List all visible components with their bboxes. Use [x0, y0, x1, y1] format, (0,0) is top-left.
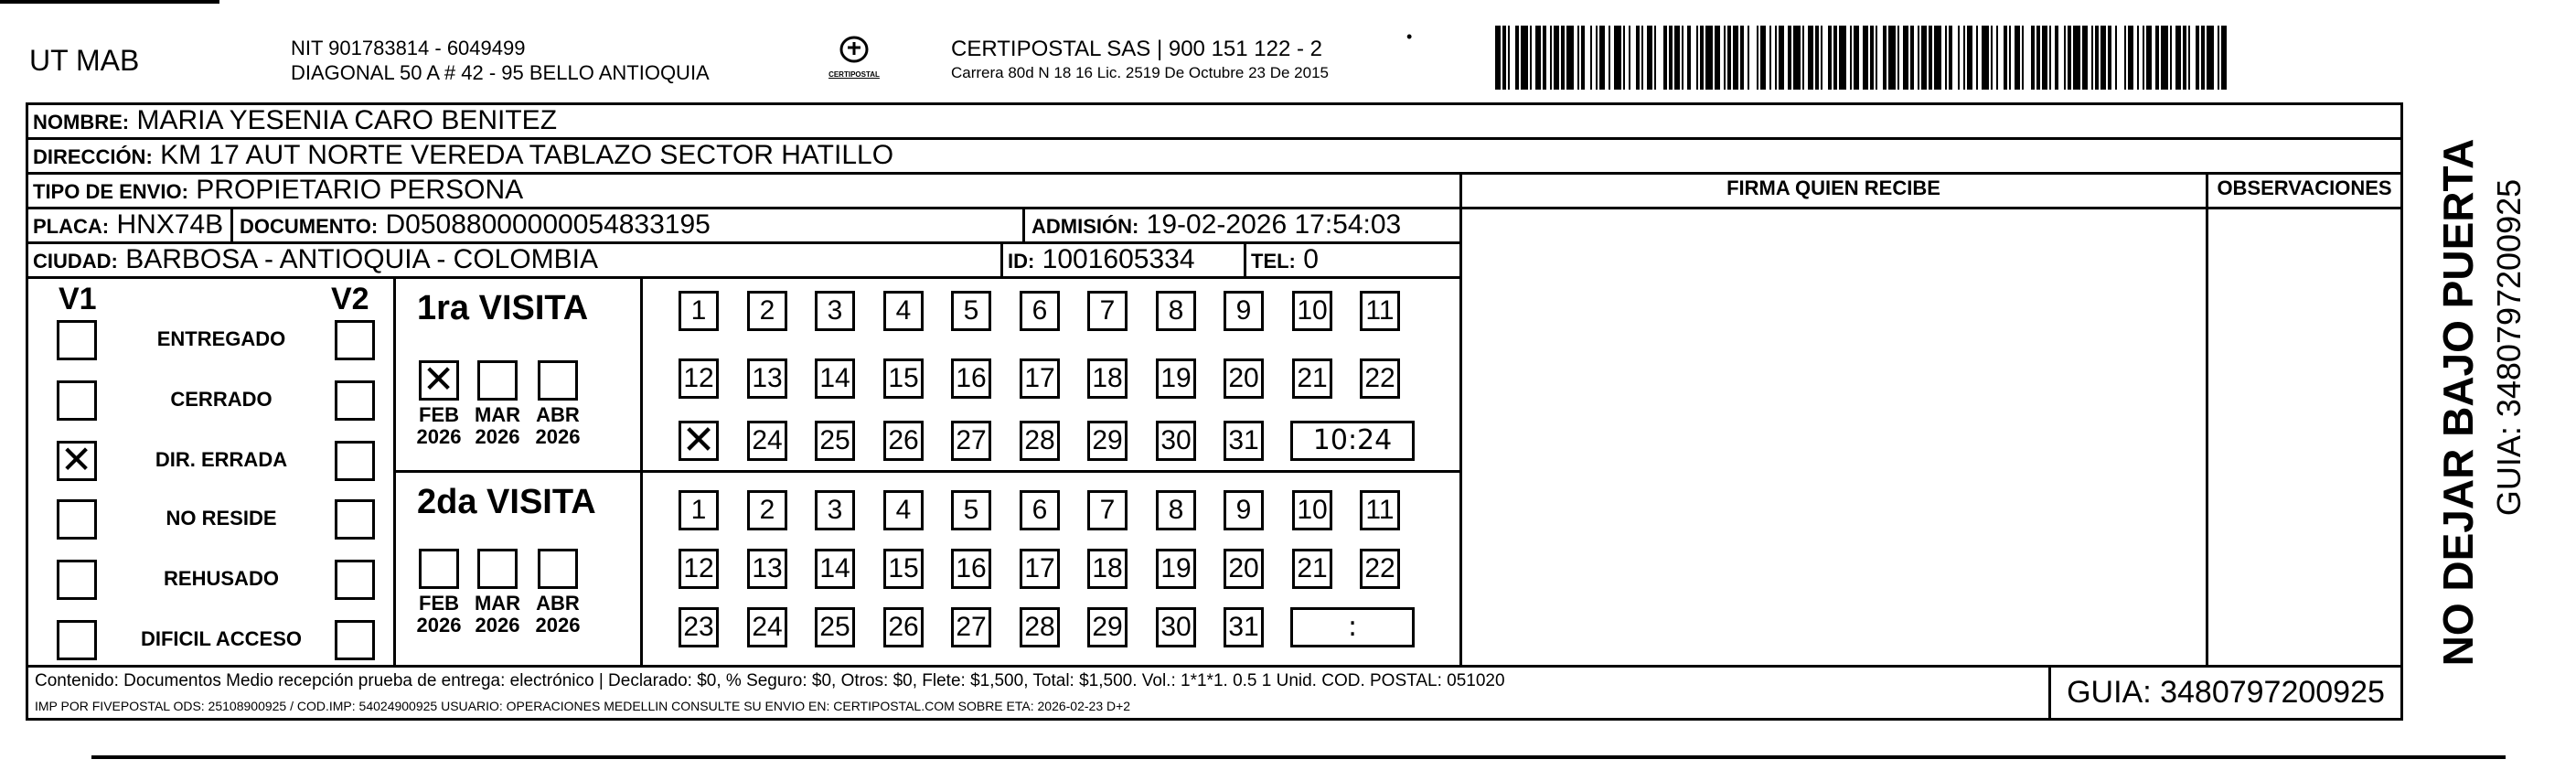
- barcode-bar: [1724, 26, 1726, 90]
- placa-field: [33, 209, 223, 243]
- day-box-2[interactable]: 2: [747, 490, 787, 530]
- day-box-21[interactable]: 21: [1292, 358, 1332, 399]
- company-address: DIAGONAL 50 A # 42 - 95 BELLO ANTIOQUIA: [291, 61, 710, 84]
- no-dejar-notice: NO DEJAR BAJO PUERTA: [2434, 138, 2482, 667]
- day-box-27[interactable]: 27: [951, 421, 991, 461]
- company-name: UT MAB: [29, 44, 140, 77]
- day-box-23[interactable]: 23: [679, 607, 719, 647]
- logo-icon: [836, 35, 872, 66]
- v1-label: V1: [59, 282, 97, 316]
- barcode-bar: [1910, 26, 1914, 90]
- month-label: ABR: [536, 403, 580, 426]
- admision-field: [1031, 209, 1401, 243]
- ciudad-value: BARBOSA - ANTIOQUIA - COLOMBIA: [125, 244, 599, 274]
- barcode-bar: [1641, 26, 1643, 90]
- day-box-28[interactable]: 28: [1020, 421, 1060, 461]
- day-box-20[interactable]: 20: [1224, 549, 1264, 589]
- barcode-bar: [1918, 26, 1919, 90]
- barcode-bar: [1609, 26, 1610, 90]
- barcode-bar: [2175, 26, 2181, 90]
- day-box-12[interactable]: 12: [679, 549, 719, 589]
- day-box-7[interactable]: 7: [1087, 291, 1128, 331]
- day-box-10[interactable]: 10: [1292, 291, 1332, 331]
- barcode-bar: [1876, 26, 1877, 90]
- barcode-bar: [2207, 26, 2214, 90]
- nombre-field: [33, 104, 557, 139]
- tel-label: TEL:: [1251, 250, 1296, 273]
- day-box-31[interactable]: 31: [1224, 421, 1264, 461]
- barcode-bar: [2036, 26, 2040, 90]
- v1-checkbox[interactable]: [57, 499, 97, 540]
- nombre-value: MARIA YESENIA CARO BENITEZ: [136, 105, 558, 135]
- day-box-14[interactable]: 14: [815, 358, 855, 399]
- v2-checkbox[interactable]: [335, 620, 375, 660]
- observaciones-label: OBSERVACIONES: [2217, 176, 2392, 199]
- barcode-bar: [1740, 26, 1744, 90]
- barcode-bar: [2221, 26, 2227, 90]
- barcode-bar: [2031, 26, 2035, 90]
- barcode-bar: [1687, 26, 1691, 90]
- top-rule: [0, 0, 219, 4]
- barcode-bar: [1888, 26, 1896, 90]
- barcode-bar: [1577, 26, 1579, 90]
- day-box-25[interactable]: 25: [815, 607, 855, 647]
- barcode-bar: [1967, 26, 1972, 90]
- day-box-9[interactable]: 9: [1224, 490, 1264, 530]
- day-box-17[interactable]: 17: [1020, 549, 1060, 589]
- barcode-bar: [1629, 26, 1630, 90]
- barcode-bar: [1788, 26, 1791, 90]
- firma-left-line: [1459, 172, 1462, 666]
- barcode-bar: [1921, 26, 1927, 90]
- barcode-bar: [1769, 26, 1771, 90]
- guia-divider: [2048, 665, 2051, 720]
- barcode-bar: [1715, 26, 1720, 90]
- imp-text: IMP POR FIVEPOSTAL ODS: 25108900925 / COD.IMP: 54024900925 USUARIO: OPERACIONES MEDELLIN CONSULTE SU ENVIO EN: CERTIPOSTAL.COM SOBRE ETA: 2026-02-23 D+2: [35, 699, 1131, 713]
- barcode-bar: [1976, 26, 1978, 90]
- barcode-bar: [2143, 26, 2144, 90]
- day-box-4[interactable]: 4: [883, 291, 924, 331]
- day-box-9[interactable]: 9: [1224, 291, 1264, 331]
- barcode-bar: [1821, 26, 1822, 90]
- id-value: 1001605334: [1042, 244, 1195, 274]
- barcode-bar: [2004, 26, 2007, 90]
- barcode-bar: [1748, 26, 1749, 90]
- barcode-bar: [2146, 26, 2152, 90]
- dot-mark: •: [1406, 27, 1413, 46]
- month-checkbox[interactable]: [538, 360, 578, 401]
- day-box-19[interactable]: 19: [1156, 549, 1196, 589]
- barcode-bar: [1996, 26, 1998, 90]
- barcode-bar: [1682, 26, 1683, 90]
- barcode-bar: [1535, 26, 1541, 90]
- barcode: [1495, 0, 2227, 91]
- company-nit: NIT 901783814 - 6049499: [291, 37, 526, 59]
- barcode-bar: [1815, 26, 1819, 90]
- month-checkbox[interactable]: [419, 360, 459, 401]
- direccion-field: [33, 139, 893, 174]
- day-box-18[interactable]: 18: [1087, 549, 1128, 589]
- day-box-28[interactable]: 28: [1020, 607, 1060, 647]
- day-box-19[interactable]: 19: [1156, 358, 1196, 399]
- barcode-bar: [1581, 26, 1585, 90]
- frame-left: [26, 102, 28, 721]
- day-box-12[interactable]: 12: [679, 358, 719, 399]
- day-box-29[interactable]: 29: [1087, 607, 1128, 647]
- barcode-bar: [2022, 26, 2024, 90]
- barcode-bar: [2064, 26, 2066, 90]
- tipo-value: PROPIETARIO PERSONA: [196, 175, 524, 205]
- v1-checkbox[interactable]: [57, 441, 97, 481]
- day-box-2[interactable]: 2: [747, 291, 787, 331]
- day-box-26[interactable]: 26: [883, 421, 924, 461]
- day-box-10[interactable]: 10: [1292, 490, 1332, 530]
- logo-text: CERTIPOSTAL: [828, 70, 880, 79]
- barcode-bar: [1958, 26, 1960, 90]
- barcode-bar: [2155, 26, 2159, 90]
- barcode-bar: [1802, 26, 1804, 90]
- barcode-bar: [1599, 26, 1605, 90]
- day-box-24[interactable]: 24: [747, 607, 787, 647]
- barcode-bar: [1808, 26, 1813, 90]
- barcode-bar: [2009, 26, 2011, 90]
- observations-area[interactable]: [2209, 210, 2398, 663]
- status-option-label: DIFICIL ACCESO: [140, 627, 302, 650]
- v2-checkbox[interactable]: [335, 441, 375, 481]
- barcode-bar: [1515, 26, 1519, 90]
- barcode-bar: [1663, 26, 1667, 90]
- cell-divider: [1022, 207, 1025, 241]
- admision-value: 19-02-2026 17:54:03: [1146, 209, 1402, 240]
- day-box-7[interactable]: 7: [1087, 490, 1128, 530]
- month-year: 2026: [416, 614, 462, 636]
- barcode-bar: [1502, 26, 1506, 90]
- barcode-bar: [2082, 26, 2088, 90]
- barcode-bar: [1733, 26, 1738, 90]
- placa-label: PLACA:: [33, 215, 110, 238]
- barcode-bar: [2015, 26, 2020, 90]
- barcode-bar: [1760, 26, 1766, 90]
- barcode-bar: [1495, 26, 1501, 90]
- day-box-24[interactable]: 24: [747, 421, 787, 461]
- direccion-value: KM 17 AUT NORTE VEREDA TABLAZO SECTOR HATILLO: [160, 140, 894, 170]
- barcode-bar: [2170, 26, 2172, 90]
- day-box-26[interactable]: 26: [883, 607, 924, 647]
- day-box-4[interactable]: 4: [883, 490, 924, 530]
- status-option-label: ENTREGADO: [156, 327, 286, 350]
- barcode-bar: [2073, 26, 2080, 90]
- v2-checkbox[interactable]: [335, 380, 375, 421]
- day-box-15[interactable]: 15: [883, 358, 924, 399]
- barcode-bar: [1883, 26, 1887, 90]
- right-header-line: [1459, 207, 2403, 209]
- tipo-label: TIPO DE ENVIO:: [33, 180, 188, 203]
- visit-separator: [393, 470, 1461, 473]
- barcode-bar: [1934, 26, 1941, 90]
- day-box-16[interactable]: 16: [951, 549, 991, 589]
- nombre-label: NOMBRE:: [33, 111, 130, 134]
- barcode-bar: [1991, 26, 1993, 90]
- day-box-1[interactable]: 1: [679, 291, 719, 331]
- day-box-31[interactable]: 31: [1224, 607, 1264, 647]
- day-box-21[interactable]: 21: [1292, 549, 1332, 589]
- barcode-bar: [1945, 26, 1947, 90]
- ciudad-label: CIUDAD:: [33, 250, 118, 273]
- barcode-bar: [1949, 26, 1952, 90]
- barcode-bar: [2128, 26, 2133, 90]
- barcode-bar: [1614, 26, 1621, 90]
- v1-checkbox[interactable]: [57, 620, 97, 660]
- day-box-5[interactable]: 5: [951, 291, 991, 331]
- day-box-27[interactable]: 27: [951, 607, 991, 647]
- barcode-bar: [1596, 26, 1598, 90]
- bottom-rule: [91, 755, 2506, 759]
- barcode-bar: [1897, 26, 1899, 90]
- barcode-bar: [2100, 26, 2106, 90]
- day-box-22[interactable]: 22: [1360, 358, 1400, 399]
- day-box-25[interactable]: 25: [815, 421, 855, 461]
- barcode-bar: [1870, 26, 1874, 90]
- day-box-30[interactable]: 30: [1156, 421, 1196, 461]
- cell-divider: [1000, 241, 1003, 276]
- v2-checkbox[interactable]: [335, 320, 375, 360]
- barcode-bar: [1779, 26, 1784, 90]
- cell-divider: [1244, 241, 1246, 276]
- contenido-text: Contenido: Documentos Medio recepción prueba de entrega: electrónico | Declarado: $0, % Seguro: $0, Otros: $0, Flete: $1,500, Total: $1,500. Vol.: 1*1*1. 0.5 1 Unid. COD. POSTAL: 051020: [35, 671, 1505, 690]
- v2-label: V2: [331, 282, 369, 316]
- month-year: 2026: [535, 425, 581, 448]
- barcode-bar: [1757, 26, 1758, 90]
- barcode-bar: [1863, 26, 1868, 90]
- day-box-11[interactable]: 11: [1360, 490, 1400, 530]
- frame-bottom: [26, 718, 2403, 721]
- status-option-label: DIR. ERRADA: [155, 448, 288, 471]
- barcode-bar: [1566, 26, 1574, 90]
- day-box-6[interactable]: 6: [1020, 291, 1060, 331]
- day-box-1[interactable]: 1: [679, 490, 719, 530]
- day-box-13[interactable]: 13: [747, 358, 787, 399]
- barcode-bar: [2201, 26, 2205, 90]
- barcode-bar: [1647, 26, 1652, 90]
- certipostal-logo: [823, 35, 885, 79]
- barcode-bar: [1623, 26, 1625, 90]
- month-year: 2026: [475, 425, 520, 448]
- status-option-label: REHUSADO: [164, 567, 279, 590]
- frame-right: [2400, 102, 2403, 721]
- v1-checkbox[interactable]: [57, 380, 97, 421]
- ciudad-field: [33, 243, 598, 278]
- day-box-16[interactable]: 16: [951, 358, 991, 399]
- time-box[interactable]: 10:24: [1290, 421, 1415, 461]
- day-box-6[interactable]: 6: [1020, 490, 1060, 530]
- barcode-bar: [1669, 26, 1673, 90]
- visit1-title: 1ra VISITA: [417, 289, 589, 327]
- barcode-bar: [2196, 26, 2199, 90]
- barcode-bar: [1543, 26, 1546, 90]
- month-label: MAR: [474, 592, 521, 615]
- day-box-22[interactable]: 22: [1360, 549, 1400, 589]
- month-label: FEB: [419, 403, 459, 426]
- day-box-8[interactable]: 8: [1156, 291, 1196, 331]
- day-box-3[interactable]: 3: [815, 490, 855, 530]
- barcode-bar: [1674, 26, 1680, 90]
- day-box-5[interactable]: 5: [951, 490, 991, 530]
- month-checkbox[interactable]: [538, 549, 578, 589]
- month-checkbox[interactable]: [477, 549, 518, 589]
- barcode-bar: [1654, 26, 1656, 90]
- status-option-label: NO RESIDE: [166, 507, 277, 529]
- visit2-title: 2da VISITA: [417, 483, 596, 521]
- barcode-bar: [1521, 26, 1528, 90]
- id-field: [1008, 243, 1195, 278]
- tel-field: [1251, 243, 1319, 278]
- v2-checkbox[interactable]: [335, 560, 375, 600]
- tel-value: 0: [1303, 244, 1319, 274]
- barcode-bar: [2115, 26, 2117, 90]
- barcode-bar: [1700, 26, 1704, 90]
- barcode-bar: [1554, 26, 1559, 90]
- barcode-bar: [1839, 26, 1846, 90]
- day-box-14[interactable]: 14: [815, 549, 855, 589]
- firma-label: FIRMA QUIEN RECIBE: [1726, 176, 1940, 199]
- month-label: MAR: [474, 403, 521, 426]
- barcode-bar: [1727, 26, 1731, 90]
- barcode-bar: [2055, 26, 2058, 90]
- id-label: ID:: [1008, 250, 1035, 273]
- barcode-bar: [1793, 26, 1801, 90]
- barcode-bar: [1828, 26, 1832, 90]
- admision-label: ADMISIÓN:: [1031, 215, 1139, 238]
- barcode-bar: [2188, 26, 2190, 90]
- barcode-bar: [1854, 26, 1859, 90]
- barcode-bar: [1696, 26, 1698, 90]
- documento-label: DOCUMENTO:: [240, 215, 379, 238]
- barcode-bar: [1775, 26, 1777, 90]
- barcode-bar: [1850, 26, 1852, 90]
- tipo-field: [33, 174, 523, 209]
- v2-checkbox[interactable]: [335, 499, 375, 540]
- documento-value: D050880000000548331​95: [385, 209, 711, 240]
- day-box-17[interactable]: 17: [1020, 358, 1060, 399]
- carrier-license: Carrera 80d N 18 16 Lic. 2519 De Octubre 23 De 2015: [951, 64, 1329, 81]
- placa-value: HNX74B: [116, 209, 224, 240]
- footer-guia: GUIA: 3480797200925: [2067, 675, 2385, 710]
- month-checkbox[interactable]: [477, 360, 518, 401]
- day-box-8[interactable]: 8: [1156, 490, 1196, 530]
- cell-divider: [230, 207, 233, 241]
- barcode-bar: [1561, 26, 1565, 90]
- barcode-bar: [1963, 26, 1965, 90]
- barcode-bar: [2218, 26, 2219, 90]
- barcode-bar: [1929, 26, 1932, 90]
- barcode-bar: [2124, 26, 2126, 90]
- barcode-bar: [1705, 26, 1713, 90]
- month-label: ABR: [536, 592, 580, 615]
- barcode-bar: [2108, 26, 2111, 90]
- barcode-bar: [1508, 26, 1510, 90]
- row-line: [26, 665, 2403, 668]
- v1-checkbox[interactable]: [57, 320, 97, 360]
- day-box-29[interactable]: 29: [1087, 421, 1128, 461]
- barcode-bar: [1833, 26, 1837, 90]
- status-option-label: CERRADO: [170, 388, 273, 411]
- obs-left-line: [2206, 172, 2208, 666]
- month-year: 2026: [475, 614, 520, 636]
- month-year: 2026: [416, 425, 462, 448]
- barcode-bar: [2161, 26, 2168, 90]
- carrier-name: CERTIPOSTAL SAS | 900 151 122 - 2: [951, 37, 1322, 61]
- barcode-bar: [2042, 26, 2047, 90]
- day-box-18[interactable]: 18: [1087, 358, 1128, 399]
- day-box-20[interactable]: 20: [1224, 358, 1264, 399]
- month-checkbox[interactable]: [419, 549, 459, 589]
- barcode-bar: [1903, 26, 1908, 90]
- barcode-bar: [1530, 26, 1532, 90]
- barcode-bar: [2091, 26, 2093, 90]
- time-box[interactable]: :: [1290, 607, 1415, 647]
- v1-checkbox[interactable]: [57, 560, 97, 600]
- day-box-11[interactable]: 11: [1360, 291, 1400, 331]
- barcode-bar: [2068, 26, 2071, 90]
- day-box-15[interactable]: 15: [883, 549, 924, 589]
- day-box-3[interactable]: 3: [815, 291, 855, 331]
- month-label: FEB: [419, 592, 459, 615]
- day-box-13[interactable]: 13: [747, 549, 787, 589]
- barcode-bar: [1982, 26, 1989, 90]
- barcode-bar: [1636, 26, 1640, 90]
- barcode-bar: [2137, 26, 2139, 90]
- barcode-bar: [1550, 26, 1552, 90]
- day-box-23[interactable]: ✕: [679, 421, 719, 461]
- documento-field: [240, 209, 711, 243]
- barcode-bar: [2183, 26, 2186, 90]
- month-year: 2026: [535, 614, 581, 636]
- direccion-label: DIRECCIÓN:: [33, 145, 153, 168]
- signature-area[interactable]: [1463, 210, 2204, 663]
- barcode-bar: [1590, 26, 1592, 90]
- barcode-bar: [2049, 26, 2051, 90]
- barcode-bar: [2095, 26, 2099, 90]
- day-box-30[interactable]: 30: [1156, 607, 1196, 647]
- vertical-guia: GUIA: 3480797200925: [2490, 178, 2528, 517]
